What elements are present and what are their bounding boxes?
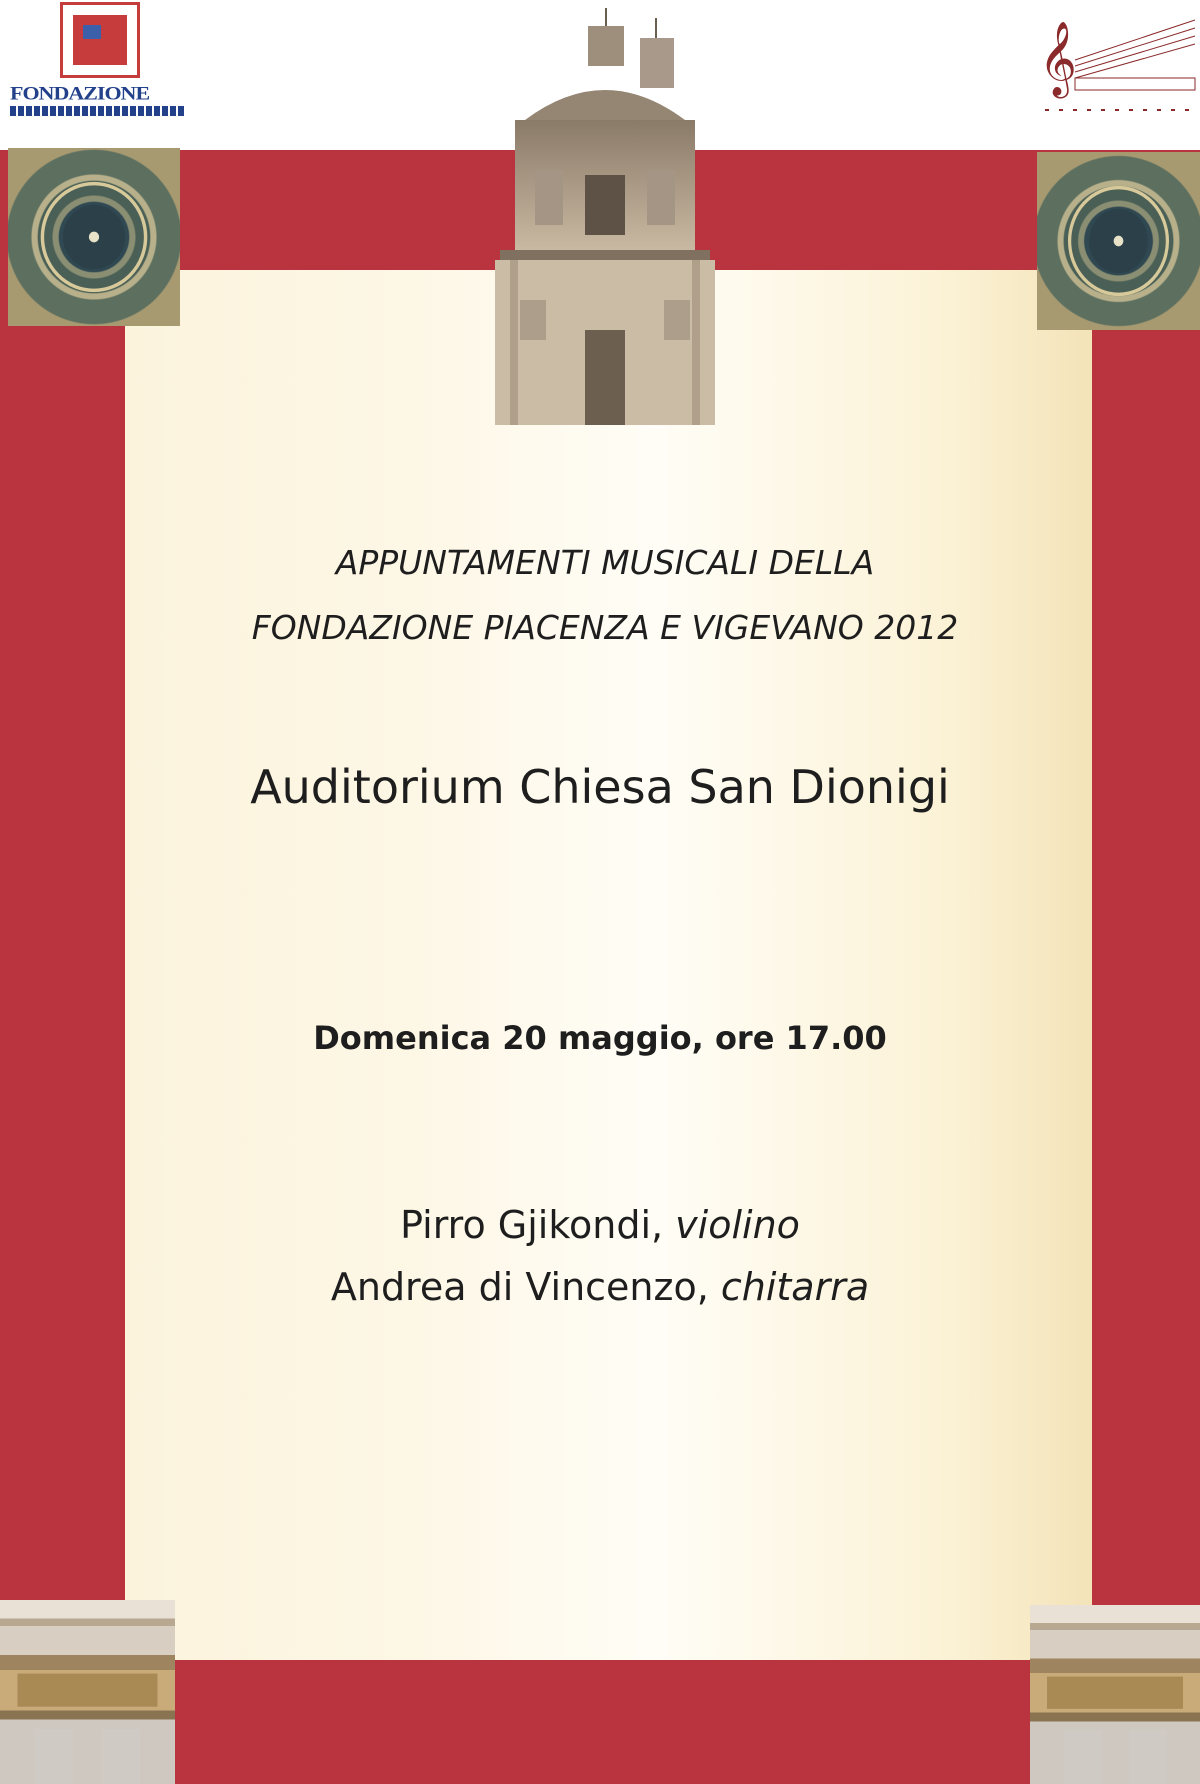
fondazione-logo <box>10 0 185 120</box>
fondazione-logo-subtext <box>10 106 185 116</box>
performer-line <box>220 1200 980 1250</box>
cream-panel <box>125 270 1092 1660</box>
venue-title: Auditorium Chiesa San Dionigi <box>250 760 950 814</box>
fondazione-logo-text: FONDAZIONE <box>10 82 150 104</box>
series-title-line-1: APPUNTAMENTI MUSICALI DELLA <box>335 543 875 582</box>
performer-instrument: chitarra <box>720 1265 870 1309</box>
svg-text:𝄞: 𝄞 <box>1039 22 1077 96</box>
bottom-red-band <box>0 1660 1200 1784</box>
series-title-line-2: FONDAZIONE PIACENZA E VIGEVANO 2012 <box>251 608 959 647</box>
performer-instrument: violino <box>675 1203 800 1247</box>
left-red-column <box>0 150 125 1784</box>
interscene-logo <box>1035 0 1200 125</box>
fresco-dome-image-top-left <box>8 148 180 326</box>
fondazione-emblem-icon <box>60 2 140 78</box>
event-date-time: Domenica 20 maggio, ore 17.00 <box>313 1019 887 1057</box>
column-capital-image-bottom-right <box>1030 1605 1200 1784</box>
performer-name: Andrea di Vincenzo, <box>330 1265 721 1309</box>
performer-line <box>220 1262 980 1312</box>
column-capital-image-bottom-left <box>0 1600 175 1784</box>
performer-name: Pirro Gjikondi, <box>400 1203 676 1247</box>
church-facade-illustration <box>470 0 740 425</box>
fresco-dome-image-top-right <box>1037 152 1200 330</box>
right-red-column <box>1092 150 1200 1784</box>
